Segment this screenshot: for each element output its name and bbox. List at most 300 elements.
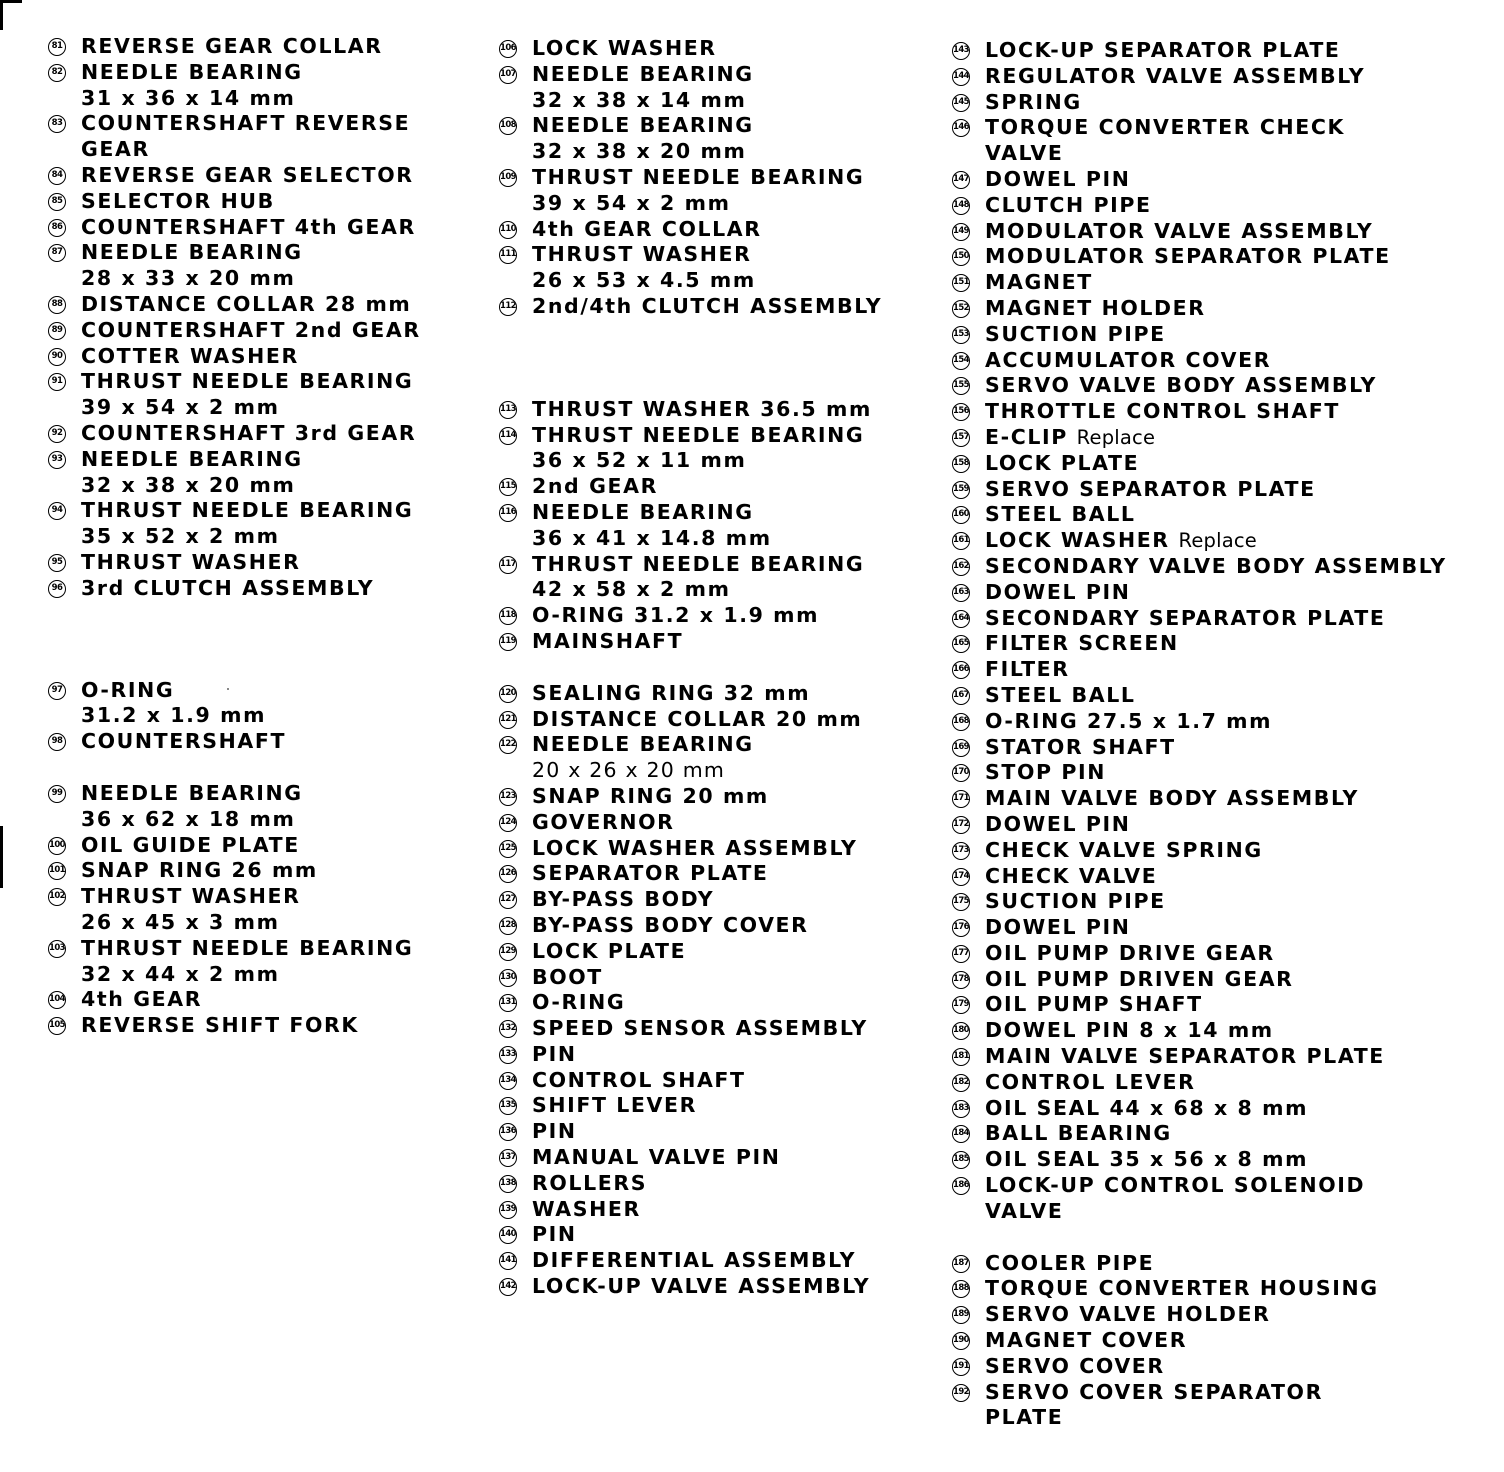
part-name: LOCK-UP VALVE ASSEMBLY (532, 1274, 871, 1299)
item-number-badge: 179 (952, 996, 970, 1014)
part-list-item (952, 760, 1492, 786)
part-name: LOCK WASHER (985, 528, 1170, 553)
part-list-item (48, 189, 518, 215)
crop-mark-vertical (0, 0, 3, 30)
item-number-badge: 100 (48, 837, 66, 855)
part-name: CLUTCH PIPE (985, 192, 1152, 217)
part-name: THRUST NEEDLE BEARING (81, 369, 414, 394)
part-list-item (499, 681, 969, 707)
item-number-badge: 181 (952, 1048, 970, 1066)
part-list-item (499, 500, 969, 552)
item-number-badge: 88 (48, 296, 66, 314)
part-list-item (952, 64, 1492, 90)
part-name: STATOR SHAFT (985, 734, 1176, 759)
part-name: FILTER (985, 657, 1070, 682)
part-name: THRUST WASHER 36.5 mm (532, 396, 872, 421)
item-number-badge: 140 (499, 1226, 517, 1244)
part-list-item (48, 576, 518, 602)
part-spec: PLATE (985, 1405, 1064, 1430)
part-spec: VALVE (985, 141, 1064, 166)
part-spec: 31 x 36 x 14 mm (81, 85, 296, 110)
part-spec: 32 x 38 x 14 mm (532, 87, 747, 112)
part-list-item (499, 913, 969, 939)
part-list-item (499, 1119, 969, 1145)
part-name: COUNTERSHAFT REVERSE (81, 111, 411, 136)
part-name: O-RING 31.2 x 1.9 mm (532, 603, 820, 628)
part-name: GOVERNOR (532, 809, 675, 834)
part-name: PIN (532, 1222, 577, 1247)
part-list-item (499, 1042, 969, 1068)
item-number-badge: 124 (499, 814, 517, 832)
item-number-badge: 135 (499, 1097, 517, 1115)
item-number-badge: 185 (952, 1151, 970, 1169)
item-number-badge: 174 (952, 868, 970, 886)
part-list-item (48, 1013, 518, 1039)
part-list-item (499, 1222, 969, 1248)
part-name: SNAP RING 26 mm (81, 858, 318, 883)
part-list-item (952, 270, 1492, 296)
item-number-badge: 116 (499, 504, 517, 522)
item-number-badge: 92 (48, 425, 66, 443)
item-number-badge: 123 (499, 788, 517, 806)
part-name: DOWEL PIN (985, 579, 1131, 604)
part-list-item (952, 812, 1492, 838)
item-number-badge: 138 (499, 1175, 517, 1193)
item-number-badge: 120 (499, 685, 517, 703)
part-list-item (952, 90, 1492, 116)
item-number-badge: 164 (952, 610, 970, 628)
part-spec: 39 x 54 x 2 mm (81, 395, 280, 420)
part-list-item (952, 889, 1492, 915)
part-name: MAINSHAFT (532, 628, 684, 653)
item-number-badge: 192 (952, 1384, 970, 1402)
item-number-badge: 108 (499, 117, 517, 135)
part-name: ACCUMULATOR COVER (985, 347, 1272, 372)
part-spec: 26 x 53 x 4.5 mm (532, 268, 756, 293)
part-list-item (952, 1173, 1492, 1225)
part-spec: 26 x 45 x 3 mm (81, 909, 280, 934)
part-name: LOCK-UP CONTROL SOLENOID (985, 1173, 1366, 1198)
part-list-item (499, 707, 969, 733)
part-name: NEEDLE BEARING (532, 732, 754, 757)
part-list-item (952, 502, 1492, 528)
part-list-item (48, 858, 518, 884)
part-list-item (499, 242, 969, 294)
part-list-item (499, 1093, 969, 1119)
item-number-badge: 114 (499, 427, 517, 445)
part-name: 2nd GEAR (532, 474, 658, 499)
item-number-badge: 167 (952, 687, 970, 705)
item-number-badge: 163 (952, 584, 970, 602)
part-name: THRUST WASHER (532, 242, 752, 267)
part-list-item (48, 936, 518, 988)
part-list-item (48, 833, 518, 859)
item-number-badge: 104 (48, 991, 66, 1009)
item-number-badge: 131 (499, 994, 517, 1012)
part-name: LOCK WASHER ASSEMBLY (532, 835, 858, 860)
part-name: NEEDLE BEARING (532, 61, 754, 86)
part-list-item (952, 244, 1492, 270)
part-spec: GEAR (81, 137, 150, 162)
item-number-badge: 178 (952, 971, 970, 989)
part-list-item (499, 603, 969, 629)
part-list-item (48, 987, 518, 1013)
part-list-item (952, 193, 1492, 219)
part-list-item (952, 864, 1492, 890)
part-list-item (48, 884, 518, 936)
part-name: 4th GEAR (81, 987, 203, 1012)
part-list-item (48, 344, 518, 370)
part-name: NEEDLE BEARING (81, 240, 303, 265)
part-name: THRUST WASHER (81, 884, 301, 909)
part-name: DOWEL PIN (985, 811, 1131, 836)
part-name: THRUST NEEDLE BEARING (532, 422, 865, 447)
part-name: MAGNET COVER (985, 1328, 1188, 1353)
item-number-badge: 98 (48, 733, 66, 751)
part-list-item (499, 1016, 969, 1042)
parts-column-1 (48, 34, 518, 1039)
part-name: THRUST NEEDLE BEARING (532, 164, 865, 189)
part-name: CHECK VALVE (985, 863, 1158, 888)
part-name: MANUAL VALVE PIN (532, 1145, 781, 1170)
part-name: 4th GEAR COLLAR (532, 216, 762, 241)
part-list-item (48, 292, 518, 318)
item-number-badge: 155 (952, 377, 970, 395)
parts-column-3 (952, 38, 1492, 1431)
part-spec: 32 x 38 x 20 mm (81, 472, 296, 497)
item-number-badge: 82 (48, 64, 66, 82)
part-name: NEEDLE BEARING (81, 59, 303, 84)
part-list-item (499, 861, 969, 887)
part-list-item (952, 915, 1492, 941)
item-number-badge: 166 (952, 661, 970, 679)
item-number-badge: 147 (952, 171, 970, 189)
part-name: THROTTLE CONTROL SHAFT (985, 399, 1340, 424)
part-name: NEEDLE BEARING (532, 113, 754, 138)
replace-note: Replace (1076, 425, 1156, 449)
part-name: STOP PIN (985, 760, 1106, 785)
part-list-item (952, 167, 1492, 193)
part-list-item (499, 1145, 969, 1171)
part-list-item (952, 425, 1492, 451)
item-number-badge: 132 (499, 1020, 517, 1038)
part-name: OIL GUIDE PLATE (81, 832, 300, 857)
item-number-badge: 190 (952, 1332, 970, 1350)
part-list-item (952, 399, 1492, 425)
part-name: MAIN VALVE BODY ASSEMBLY (985, 786, 1359, 811)
part-list-item (952, 631, 1492, 657)
part-list-item (952, 683, 1492, 709)
part-name: COUNTERSHAFT (81, 729, 287, 754)
part-list-item (952, 1251, 1492, 1277)
part-name: OIL PUMP DRIVE GEAR (985, 940, 1275, 965)
item-number-badge: 141 (499, 1252, 517, 1270)
item-number-badge: 118 (499, 607, 517, 625)
part-name: LOCK-UP SEPARATOR PLATE (985, 38, 1341, 62)
part-list-item (952, 606, 1492, 632)
item-number-badge: 156 (952, 403, 970, 421)
part-name: MODULATOR VALVE ASSEMBLY (985, 218, 1374, 243)
part-spec: 36 x 41 x 14.8 mm (532, 525, 772, 550)
item-number-badge: 85 (48, 193, 66, 211)
item-number-badge: 183 (952, 1100, 970, 1118)
part-name: COUNTERSHAFT 3rd GEAR (81, 420, 417, 445)
item-number-badge: 125 (499, 840, 517, 858)
part-list-item (952, 554, 1492, 580)
part-list-item (499, 965, 969, 991)
part-list-item (952, 1328, 1492, 1354)
item-number-badge: 180 (952, 1022, 970, 1040)
part-name: TORQUE CONVERTER CHECK (985, 115, 1346, 140)
item-number-badge: 84 (48, 167, 66, 185)
part-name: SUCTION PIPE (985, 321, 1166, 346)
item-number-badge: 93 (48, 451, 66, 469)
part-name: THRUST NEEDLE BEARING (532, 551, 865, 576)
part-name: FILTER SCREEN (985, 631, 1179, 656)
part-list-item (48, 781, 518, 833)
part-name: REVERSE SHIFT FORK (81, 1013, 359, 1038)
part-name: BOOT (532, 964, 603, 989)
part-list-item (48, 60, 518, 112)
item-number-badge: 127 (499, 891, 517, 909)
part-list-item (499, 423, 969, 475)
item-number-badge: 161 (952, 532, 970, 550)
part-name: BY-PASS BODY (532, 887, 715, 912)
part-list-item (952, 477, 1492, 503)
item-number-badge: 110 (499, 221, 517, 239)
item-number-badge: 149 (952, 223, 970, 241)
part-list-item (952, 838, 1492, 864)
part-name: PIN (532, 1041, 577, 1066)
part-list-item (499, 939, 969, 965)
part-list-item (952, 735, 1492, 761)
part-list-item (499, 165, 969, 217)
part-list-item (952, 1121, 1492, 1147)
item-number-badge: 101 (48, 862, 66, 880)
part-list-item (499, 474, 969, 500)
part-list-item (48, 163, 518, 189)
item-number-badge: 121 (499, 711, 517, 729)
part-list-item (952, 1096, 1492, 1122)
item-number-badge: 126 (499, 865, 517, 883)
item-number-badge: 148 (952, 197, 970, 215)
part-name: MAGNET HOLDER (985, 295, 1206, 320)
part-name: PIN (532, 1119, 577, 1144)
item-number-badge: 154 (952, 352, 970, 370)
item-number-badge: 87 (48, 244, 66, 262)
item-number-badge: 170 (952, 764, 970, 782)
item-number-badge: 115 (499, 478, 517, 496)
item-number-badge: 113 (499, 401, 517, 419)
part-name: CONTROL LEVER (985, 1069, 1196, 1094)
part-list-item (48, 421, 518, 447)
part-list-item (499, 732, 969, 784)
item-number-badge: 145 (952, 94, 970, 112)
part-list-item (952, 1276, 1492, 1302)
part-name: LOCK PLATE (532, 938, 687, 963)
part-name: THRUST NEEDLE BEARING (81, 935, 414, 960)
item-number-badge: 133 (499, 1046, 517, 1064)
part-name: SERVO VALVE HOLDER (985, 1302, 1271, 1327)
item-number-badge: 169 (952, 739, 970, 757)
part-name: DISTANCE COLLAR 28 mm (81, 291, 412, 316)
item-number-badge: 188 (952, 1280, 970, 1298)
part-name: DIFFERENTIAL ASSEMBLY (532, 1248, 857, 1273)
item-number-badge: 106 (499, 40, 517, 58)
part-list-item (48, 550, 518, 576)
item-number-badge: 90 (48, 348, 66, 366)
part-list-item (952, 992, 1492, 1018)
item-number-badge: 107 (499, 66, 517, 84)
part-list-item (48, 447, 518, 499)
part-name: REVERSE GEAR COLLAR (81, 34, 383, 58)
part-name: SERVO SEPARATOR PLATE (985, 476, 1316, 501)
part-name: TORQUE CONVERTER HOUSING (985, 1276, 1379, 1301)
part-list-item (48, 240, 518, 292)
part-name: SECONDARY SEPARATOR PLATE (985, 605, 1386, 630)
part-list-item (48, 318, 518, 344)
part-name: WASHER (532, 1196, 641, 1221)
part-name: COUNTERSHAFT 2nd GEAR (81, 317, 421, 342)
part-name: REGULATOR VALVE ASSEMBLY (985, 63, 1366, 88)
part-list-item (952, 451, 1492, 477)
item-number-badge: 171 (952, 790, 970, 808)
item-number-badge: 111 (499, 246, 517, 264)
part-name: SPRING (985, 89, 1082, 114)
part-name: 3rd CLUTCH ASSEMBLY (81, 575, 375, 600)
part-list-item (952, 786, 1492, 812)
part-spec: VALVE (985, 1198, 1064, 1223)
item-number-badge: 103 (48, 940, 66, 958)
part-list-item (952, 322, 1492, 348)
part-name: O-RING (81, 677, 175, 702)
part-name: ROLLERS (532, 1170, 648, 1195)
part-list-item (499, 1197, 969, 1223)
item-number-badge: 159 (952, 481, 970, 499)
part-name: OIL PUMP SHAFT (985, 992, 1203, 1017)
part-list-item (499, 552, 969, 604)
part-name: SELECTOR HUB (81, 188, 275, 213)
item-number-badge: 152 (952, 300, 970, 318)
part-spec: 28 x 33 x 20 mm (81, 266, 296, 291)
part-list-item (499, 217, 969, 243)
item-number-badge: 160 (952, 506, 970, 524)
item-number-badge: 122 (499, 736, 517, 754)
part-name: COOLER PIPE (985, 1250, 1155, 1275)
item-number-badge: 91 (48, 373, 66, 391)
part-name: CONTROL SHAFT (532, 1067, 746, 1092)
part-name: BALL BEARING (985, 1121, 1172, 1146)
part-list-item (48, 678, 518, 730)
item-number-badge: 117 (499, 556, 517, 574)
part-name: LOCK PLATE (985, 450, 1140, 475)
part-list-item (952, 373, 1492, 399)
part-list-item (952, 219, 1492, 245)
item-number-badge: 158 (952, 455, 970, 473)
item-number-badge: 96 (48, 580, 66, 598)
item-number-badge: 162 (952, 558, 970, 576)
part-name: SHIFT LEVER (532, 1093, 697, 1118)
part-list-item (48, 369, 518, 421)
item-number-badge: 189 (952, 1306, 970, 1324)
part-spec: 32 x 38 x 20 mm (532, 139, 747, 164)
part-list-item (952, 1302, 1492, 1328)
item-number-badge: 153 (952, 326, 970, 344)
item-number-badge: 83 (48, 115, 66, 133)
item-number-badge: 165 (952, 635, 970, 653)
part-list-item (499, 1274, 969, 1300)
part-list-item (48, 34, 518, 60)
item-number-badge: 112 (499, 298, 517, 316)
part-name: NEEDLE BEARING (532, 499, 754, 524)
part-name: NEEDLE BEARING (81, 446, 303, 471)
part-list-item (952, 709, 1492, 735)
item-number-badge: 128 (499, 917, 517, 935)
part-name: SEALING RING 32 mm (532, 680, 811, 705)
part-name: THRUST WASHER (81, 549, 301, 574)
part-list-item (499, 1248, 969, 1274)
part-list-item (499, 113, 969, 165)
item-number-badge: 191 (952, 1358, 970, 1376)
item-number-badge: 97 (48, 682, 66, 700)
part-name: REVERSE GEAR SELECTOR (81, 162, 414, 187)
part-list-item (499, 629, 969, 655)
part-name: SUCTION PIPE (985, 889, 1166, 914)
item-number-badge: 176 (952, 919, 970, 937)
part-list-item (952, 528, 1492, 554)
part-list-item (499, 990, 969, 1016)
part-name: CHECK VALVE SPRING (985, 837, 1263, 862)
part-list-item (952, 967, 1492, 993)
part-list-item (952, 348, 1492, 374)
part-list-item (952, 1147, 1492, 1173)
item-number-badge: 172 (952, 816, 970, 834)
part-list-item (952, 115, 1492, 167)
item-number-badge: 129 (499, 943, 517, 961)
part-list-item (499, 294, 969, 320)
part-name: COUNTERSHAFT 4th GEAR (81, 214, 416, 239)
part-name: O-RING 27.5 x 1.7 mm (985, 708, 1273, 733)
item-number-badge: 177 (952, 945, 970, 963)
part-spec: 35 x 52 x 2 mm (81, 524, 280, 549)
part-name: MAIN VALVE SEPARATOR PLATE (985, 1044, 1385, 1069)
replace-note: Replace (1178, 529, 1257, 553)
part-name: MODULATOR SEPARATOR PLATE (985, 244, 1391, 269)
part-name: COTTER WASHER (81, 343, 299, 368)
part-list-item (952, 941, 1492, 967)
part-name: SPEED SENSOR ASSEMBLY (532, 1016, 868, 1041)
part-spec: 42 x 58 x 2 mm (532, 577, 731, 602)
part-list-item (499, 836, 969, 862)
part-name: BY-PASS BODY COVER (532, 912, 809, 937)
part-list-item (952, 38, 1492, 64)
part-name: MAGNET (985, 270, 1093, 295)
part-name: STEEL BALL (985, 502, 1136, 527)
part-name: STEEL BALL (985, 682, 1136, 707)
item-number-badge: 157 (952, 429, 970, 447)
part-spec: 32 x 44 x 2 mm (81, 961, 280, 986)
part-list-item (499, 810, 969, 836)
part-list-item (48, 729, 518, 755)
item-number-badge: 94 (48, 502, 66, 520)
part-name: 2nd/4th CLUTCH ASSEMBLY (532, 293, 883, 318)
item-number-badge: 173 (952, 842, 970, 860)
item-number-badge: 86 (48, 219, 66, 237)
item-number-badge: 89 (48, 322, 66, 340)
item-number-badge: 150 (952, 248, 970, 266)
part-spec: 20 x 26 x 20 mm (532, 758, 726, 783)
item-number-badge: 168 (952, 713, 970, 731)
